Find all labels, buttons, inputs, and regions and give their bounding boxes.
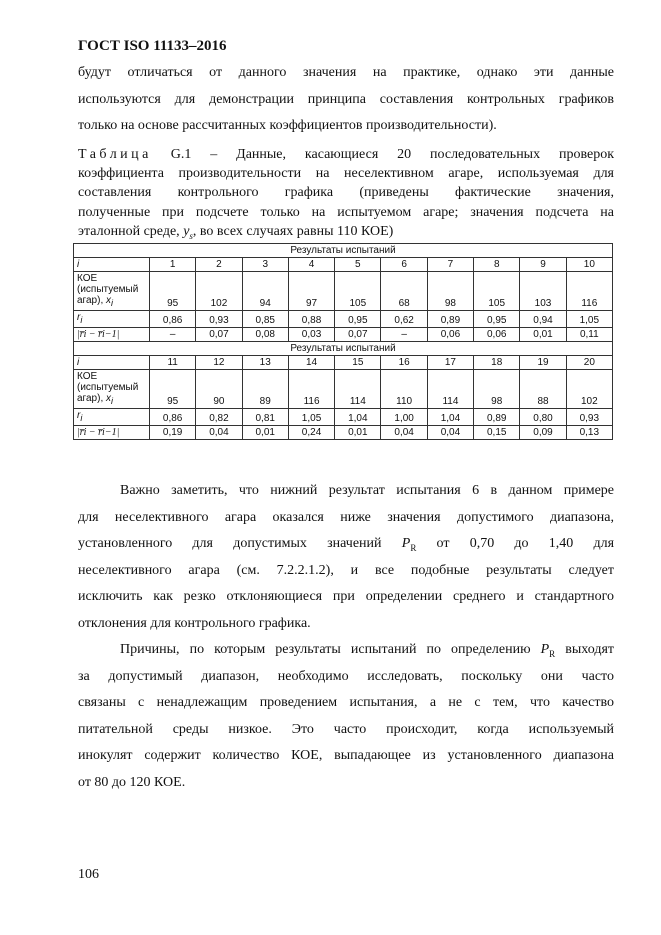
table-cell: 110 (381, 370, 427, 409)
table-cell: 10 (566, 258, 612, 272)
table-cell: 0,93 (566, 409, 612, 426)
text-span: от 0,70 до 1,40 для (416, 536, 614, 551)
table-cell: 98 (427, 272, 473, 311)
table-cell: 0,24 (288, 426, 334, 440)
row-label-sub: i (80, 315, 83, 325)
table-cell: 0,89 (474, 409, 520, 426)
table-cell: 0,85 (242, 311, 288, 328)
row-label-sub: i (111, 396, 113, 406)
table-cell: 105 (335, 272, 381, 311)
row-label-sub: i (111, 298, 113, 308)
table-cell: 0,86 (150, 409, 196, 426)
text-line: Важно заметить, что нижний результат испытания 6 в данном примере (120, 483, 614, 498)
row-label-diff (74, 328, 150, 342)
row-label-text: КОЕ (77, 273, 98, 284)
table-row (74, 370, 613, 409)
table-cell: 0,06 (427, 328, 473, 342)
row-label-i (74, 356, 150, 370)
row-label-var: r (77, 410, 81, 421)
table-cell: 0,81 (242, 409, 288, 426)
row-label-i (74, 258, 150, 272)
table-cell: 0,80 (520, 409, 566, 426)
row-label-text: (испытуемый (77, 284, 139, 295)
table-cell: 90 (196, 370, 242, 409)
table-cell: 0,01 (242, 426, 288, 440)
table-cell: 0,07 (196, 328, 242, 342)
table-cell: 2 (196, 258, 242, 272)
table-cell: 88 (520, 370, 566, 409)
text-line: для неселективного агара оказался ниже значения допустимого диапазона, (78, 509, 614, 525)
table-cell: 15 (335, 356, 381, 370)
table-cell: 0,19 (150, 426, 196, 440)
table-cell: 13 (242, 356, 288, 370)
table-row (74, 272, 613, 311)
subscript-r: R (549, 648, 556, 659)
row-label-text: (испытуемый (77, 382, 139, 393)
text-line: от 80 до 120 КОЕ. (78, 774, 186, 790)
caption-sub: s (189, 230, 193, 241)
row-label-formula: |r̅i − r̅i−1| (77, 329, 120, 340)
subscript-r: R (410, 542, 417, 553)
paragraph-1 (78, 478, 614, 637)
table-cell: 1 (150, 258, 196, 272)
table-cell: 0,06 (474, 328, 520, 342)
table-cell: 98 (474, 370, 520, 409)
table-cell: 1,04 (427, 409, 473, 426)
table-cell: 0,82 (196, 409, 242, 426)
table-cell: 114 (335, 370, 381, 409)
row-label-text: i (77, 357, 80, 368)
table-cell: 11 (150, 356, 196, 370)
table-row (74, 409, 613, 426)
table-cell: 3 (242, 258, 288, 272)
table-cell: 105 (474, 272, 520, 311)
table-cell: 4 (288, 258, 334, 272)
table-cell: 14 (288, 356, 334, 370)
row-label-var: x (106, 295, 111, 306)
text-span: выходят (555, 642, 614, 657)
results-table-body (74, 244, 613, 440)
table-cell: 0,01 (335, 426, 381, 440)
variable-p: P (401, 536, 411, 551)
table-cell: 1,05 (566, 311, 612, 328)
table-row (74, 426, 613, 440)
row-label-var: x (106, 393, 111, 404)
text-line: только на основе рассчитанных коэффициентов производительности). (78, 118, 497, 133)
text-line: неселективного агара (см. 7.2.2.1.2), и все подобные результаты следует (78, 562, 614, 578)
table-cell: 16 (381, 356, 427, 370)
document-header: ГОСТ ISO 11133–2016 (78, 38, 227, 54)
text-line: используются для демонстрации принципа составления контрольных графиков (78, 91, 614, 107)
text-line: исключить как резко отклоняющиеся при определении среднего и стандартного (78, 589, 614, 604)
table-cell: 0,94 (520, 311, 566, 328)
text-line: питательной среды низкое. Это часто происходит, когда используемый (78, 721, 614, 737)
table-cell: 8 (474, 258, 520, 272)
table-cell: 0,03 (288, 328, 334, 342)
table-cell: 6 (381, 258, 427, 272)
variable-p: P (540, 642, 550, 657)
table-cell: 5 (335, 258, 381, 272)
table-cell: 116 (566, 272, 612, 311)
text-span: установленного для допустимых значений (78, 536, 402, 551)
row-label-text: i (77, 259, 80, 270)
table-cell: 0,08 (242, 328, 288, 342)
table-row (74, 258, 613, 272)
text-line: инокулят содержит количество КОЕ, выпадающее из установленного диапазона (78, 748, 614, 763)
table-cell: 89 (242, 370, 288, 409)
text-line: отклонения для контрольного графика. (78, 615, 311, 631)
caption-var: y (183, 223, 190, 239)
table-row (74, 311, 613, 328)
table-cell: 0,93 (196, 311, 242, 328)
table-cell: 1,04 (335, 409, 381, 426)
table-cell: 1,00 (381, 409, 427, 426)
text-line: будут отличаться от данного значения на практике, однако эти данные (78, 65, 614, 80)
table-cell: 103 (520, 272, 566, 311)
table-cell: 0,95 (335, 311, 381, 328)
caption-lead-word: Таблица (78, 147, 152, 162)
table-cell: 0,62 (381, 311, 427, 328)
text-line: за допустимый диапазон, необходимо исследовать, поскольку они часто (78, 668, 614, 684)
table-group-header: Результаты испытаний (74, 342, 613, 356)
caption-line: составления контрольного графика (приведены фактические значения, (78, 185, 614, 201)
table-cell: 0,11 (566, 328, 612, 342)
page-number: 106 (78, 867, 99, 882)
table-cell: – (150, 328, 196, 342)
row-label-text: агар), (77, 295, 106, 306)
caption-text: эталонной среде, (78, 223, 184, 239)
table-cell: 102 (196, 272, 242, 311)
table-cell: 114 (427, 370, 473, 409)
table-cell: 19 (520, 356, 566, 370)
row-label-koe (74, 272, 150, 311)
table-row (74, 328, 613, 342)
caption-line (78, 222, 614, 241)
row-label-formula: |r̅i − r̅i−1| (77, 427, 120, 438)
table-cell: 0,01 (520, 328, 566, 342)
table-cell: 20 (566, 356, 612, 370)
text-span: Причины, по которым результаты испытаний по определению (120, 642, 541, 657)
caption-line (78, 145, 614, 164)
table-cell: 0,04 (196, 426, 242, 440)
table-cell: 0,89 (427, 311, 473, 328)
table-caption (78, 145, 614, 241)
table-cell: 7 (427, 258, 473, 272)
table-cell: 0,07 (335, 328, 381, 342)
table-cell: 116 (288, 370, 334, 409)
table-row (74, 356, 613, 370)
table-cell: 0,04 (427, 426, 473, 440)
table-cell: 94 (242, 272, 288, 311)
paragraph-2 (78, 637, 614, 796)
table-cell: 97 (288, 272, 334, 311)
table-cell: 17 (427, 356, 473, 370)
row-label-diff (74, 426, 150, 440)
table-cell: 9 (520, 258, 566, 272)
row-label-text: агар), (77, 393, 106, 404)
intro-paragraph (78, 60, 614, 140)
table-cell: 0,88 (288, 311, 334, 328)
table-cell: 0,13 (566, 426, 612, 440)
table-cell: 0,09 (520, 426, 566, 440)
caption-line: полученные при подсчете только на испытуемом агаре; значения подсчета на (78, 204, 614, 220)
caption-line-rest: G.1 – Данные, касающиеся 20 последовательных проверок (170, 147, 614, 162)
table-group-header: Результаты испытаний (74, 244, 613, 258)
table-cell: 95 (150, 370, 196, 409)
caption-line: коэффициента производительности на неселективном агаре, используемая для (78, 166, 614, 182)
table-cell: 12 (196, 356, 242, 370)
table-cell: 0,95 (474, 311, 520, 328)
table-cell: 102 (566, 370, 612, 409)
results-table (73, 243, 613, 440)
row-label-var: r (77, 312, 81, 323)
table-cell: 95 (150, 272, 196, 311)
text-line (78, 531, 614, 558)
row-label-sub: i (80, 413, 83, 423)
table-group-header-row (74, 244, 613, 258)
row-label-ri (74, 311, 150, 328)
row-label-koe (74, 370, 150, 409)
text-line: связаны с ненадлежащим проведением испытания, а не с тем, что качество (78, 695, 614, 710)
table-cell: 68 (381, 272, 427, 311)
table-group-header-row (74, 342, 613, 356)
caption-text: , во всех случаях равны 110 КОЕ) (192, 223, 394, 239)
table-cell: 18 (474, 356, 520, 370)
row-label-ri (74, 409, 150, 426)
row-label-text: КОЕ (77, 371, 98, 382)
table-cell: 0,04 (381, 426, 427, 440)
table-cell: 1,05 (288, 409, 334, 426)
table-cell: 0,15 (474, 426, 520, 440)
table-cell: 0,86 (150, 311, 196, 328)
table-cell: – (381, 328, 427, 342)
text-line (78, 637, 614, 664)
